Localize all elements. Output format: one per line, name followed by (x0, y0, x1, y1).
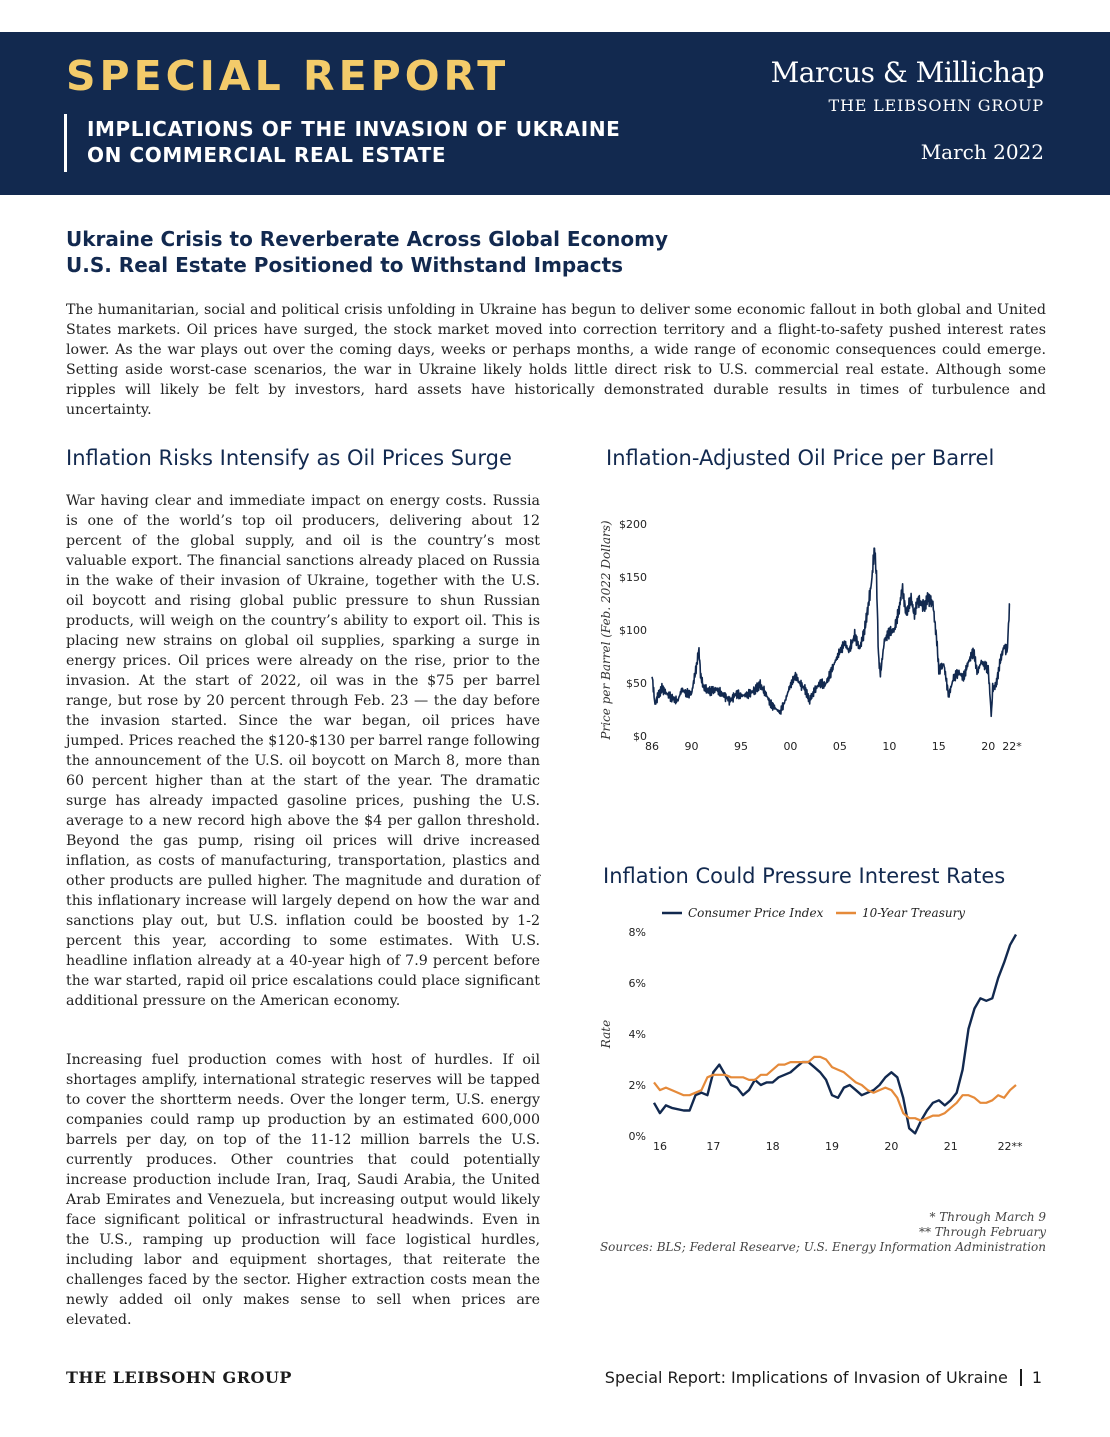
brand-logo: Marcus & Millichap (770, 56, 1044, 89)
legend-label: Consumer Price Index (688, 906, 824, 920)
headline (66, 226, 668, 278)
chart-title-oil-price: Inflation-Adjusted Oil Price per Barrel (606, 446, 995, 470)
oil-x-tick-label: 90 (684, 740, 699, 753)
oil-x-tick-label: 10 (882, 740, 897, 753)
body-paragraph-1: War having clear and immediate impact on energy costs. Russia is one of the world’s top oil producers, delivering about 12 percent of the global supply, and oil is the country’s most valuable export. The financial sanctions already placed on Russia in the wake of their invasion of Ukraine, together with the U.S. oil boycott and rising global public pressure to shun Russian products, will weigh on the country’s ability to export oil. This is placing new strains on global oil supplies, sparking a surge in energy prices. Oil prices were already on the rise, prior to the invasion. At the start of 2022, oil was in the $75 per barrel range, but rose by 20 percent through Feb. 23 — the day before the invasion started. Since the war began, oil prices have jumped. Prices reached the $120-$130 per barrel range following the announcement of the U.S. oil boycott on March 8, more than 60 percent higher than at the start of the year. The dramatic surge has already impacted gasoline prices, pushing the U.S. average to a new record high above the $4 per gallon threshold. Beyond the gas pump, rising oil prices will drive increased inflation, as costs of manufacturing, transportation, plastics and other products are pulled higher. The magnitude and duration of this inflationary increase will largely depend on how the war and sanctions play out, but U.S. inflation could be boosted by 1-2 percent this year, according to some estimates. With U.S. headline inflation already at a 40-year high of 7.9 percent before the war started, rapid oil price escalations could place significant additional pressure on the American economy. (66, 493, 540, 1009)
oil-x-tick-label: 20 (981, 740, 996, 753)
brand-subtitle: THE LEIBSOHN GROUP (828, 96, 1044, 115)
footer-report-label (605, 1368, 1042, 1387)
footer-brand: THE LEIBSOHN GROUP (66, 1368, 292, 1387)
report-date: March 2022 (920, 140, 1044, 164)
subtitle-rule (64, 114, 67, 172)
rate-y-tick-label: 6% (628, 977, 646, 990)
cpi-line (654, 935, 1016, 1134)
rate-x-tick-label: 17 (706, 1140, 721, 1153)
chart-notes (600, 1210, 1046, 1255)
legend-label: 10-Year Treasury (862, 906, 966, 920)
note-through-march: * Through March 9 (929, 1210, 1046, 1224)
rate-x-tick-label: 21 (943, 1140, 958, 1153)
rate-x-tick-label: 19 (825, 1140, 840, 1153)
note-sources: Sources: BLS; Federal Researve; U.S. Energy Information Administration (599, 1240, 1046, 1254)
oil-y-tick-label: $50 (626, 677, 647, 690)
oil-y-axis-label: Price per Barrel (Feb. 2022 Dollars) (599, 520, 613, 740)
intro-paragraph: The humanitarian, social and political crisis unfolding in Ukraine has begun to deliver some economic fallout in both global and United States markets. Oil prices have surged, the stock market moved into correction territory and a flight-to-safety pushed interest rates lower. As the war plays out over the coming days, weeks or perhaps months, a wide range of economic consequences could emerge. Setting aside worst-case scenarios, the war in Ukraine likely holds little direct risk to U.S. commercial real estate. Although some ripples will likely be felt by investors, hard assets have historically demonstrated durable results in times of turbulence and uncertainty. (66, 302, 1046, 418)
interest-rate-chart (590, 900, 1050, 1160)
oil-y-tick-label: $150 (619, 571, 647, 584)
footer-divider (1020, 1369, 1022, 1386)
oil-price-chart (590, 500, 1050, 760)
subtitle-line-2: ON COMMERCIAL REAL ESTATE (87, 143, 447, 167)
headline-line-2: U.S. Real Estate Positioned to Withstand Impacts (66, 253, 624, 277)
rate-y-tick-label: 0% (628, 1130, 646, 1143)
rate-x-tick-label: 16 (653, 1140, 667, 1153)
report-title: SPECIAL REPORT (66, 52, 510, 100)
oil-y-tick-label: $100 (619, 624, 647, 637)
header-banner (0, 32, 1110, 195)
rate-x-tick-label: 22** (997, 1140, 1023, 1153)
oil-x-tick-label: 22* (1002, 740, 1022, 753)
page-number: 1 (1031, 1368, 1042, 1387)
rate-x-tick-label: 18 (765, 1140, 780, 1153)
rate-y-tick-label: 8% (628, 926, 646, 939)
oil-x-tick-label: 86 (645, 740, 659, 753)
subtitle-line-1: IMPLICATIONS OF THE INVASION OF UKRAINE (87, 117, 621, 141)
oil-x-tick-label: 95 (734, 740, 749, 753)
oil-x-tick-label: 00 (783, 740, 798, 753)
footer-report-title: Special Report: Implications of Invasion of Ukraine (604, 1368, 1008, 1387)
chart-title-interest-rates: Inflation Could Pressure Interest Rates (603, 864, 1006, 888)
section-heading-inflation-risks: Inflation Risks Intensify as Oil Prices Surge (66, 446, 512, 470)
note-through-february: ** Through February (918, 1225, 1046, 1239)
oil-y-tick-label: $0 (633, 730, 647, 743)
body-paragraph-2: Increasing fuel production comes with host of hurdles. If oil shortages amplify, international strategic reserves will be tapped to cover the shortterm needs. Over the longer term, U.S. energy companies could ramp up production by an estimated 600,000 barrels per day, on top of the 11-12 million barrels the U.S. currently produces. Other countries that could potentially increase production include Iran, Iraq, Saudi Arabia, the United Arab Emirates and Venezuela, but increasing output would likely face significant political or infrastructural headwinds. Even in the U.S., ramping up production will face logistical hurdles, including labor and equipment shortages, that reiterate the challenges faced by the sector. Higher extraction costs mean the newly added oil only makes sense to sell when prices are elevated. (66, 1052, 540, 1328)
rate-y-tick-label: 4% (628, 1028, 646, 1041)
rate-y-tick-label: 2% (628, 1079, 646, 1092)
oil-price-line (652, 548, 1010, 716)
oil-x-tick-label: 15 (931, 740, 946, 753)
oil-y-tick-label: $200 (619, 518, 647, 531)
report-subtitle (87, 116, 620, 168)
rate-x-tick-label: 20 (884, 1140, 899, 1153)
oil-x-tick-label: 05 (832, 740, 847, 753)
rate-y-axis-label: Rate (599, 1019, 613, 1049)
headline-line-1: Ukraine Crisis to Reverberate Across Global Economy (66, 227, 669, 251)
